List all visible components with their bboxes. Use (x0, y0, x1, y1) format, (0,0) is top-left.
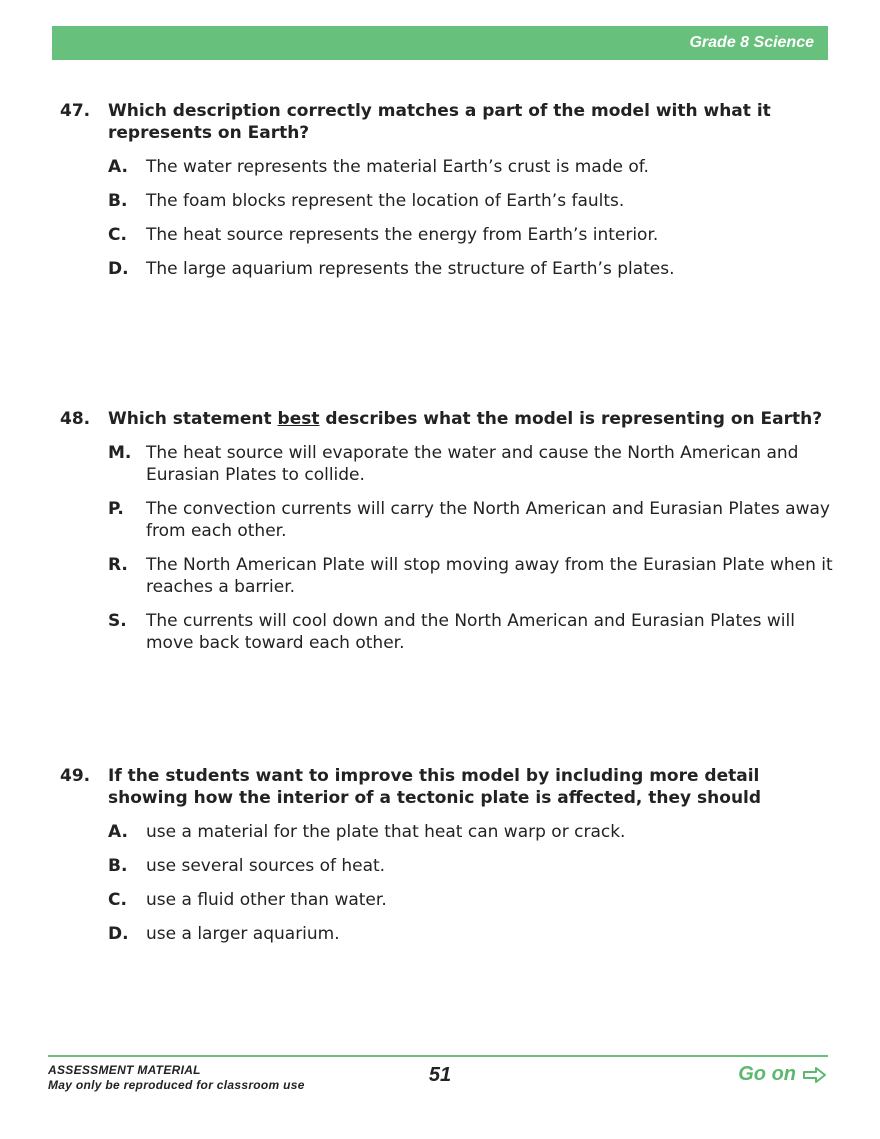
answer-option[interactable] (108, 156, 840, 178)
answer-option[interactable] (108, 258, 840, 280)
answer-options (108, 442, 840, 654)
footer-notice (48, 1063, 305, 1093)
option-text: The currents will cool down and the North American and Eurasian Plates will move back toward each other. (146, 611, 795, 653)
option-letter: D. (108, 924, 129, 944)
question-text: Which description correctly matches a part of the model with what it represents on Earth? (108, 101, 771, 143)
answer-option[interactable] (108, 190, 840, 212)
option-text: The heat source will evaporate the water and cause the North American and Eurasian Plates to collide. (146, 443, 799, 485)
header-bar (52, 26, 828, 60)
header-title: Grade 8 Science (689, 34, 814, 51)
option-letter: R. (108, 555, 128, 575)
question-text: If the students want to improve this model by including more detail showing how the interior of a tectonic plate is affected, they should (108, 766, 762, 808)
option-letter: B. (108, 191, 128, 211)
answer-option[interactable] (108, 224, 840, 246)
answer-option[interactable] (108, 821, 840, 843)
question-48 (60, 408, 840, 666)
stem-part: Which statement (108, 409, 278, 429)
answer-option[interactable] (108, 554, 840, 598)
option-letter: C. (108, 890, 127, 910)
answer-options (108, 821, 840, 945)
question-text (108, 408, 840, 430)
answer-option[interactable] (108, 855, 840, 877)
question-49 (60, 765, 840, 957)
answer-option[interactable] (108, 923, 840, 945)
question-stem (60, 408, 840, 430)
option-text: use a larger aquarium. (146, 924, 340, 944)
option-text: use a material for the plate that heat can warp or crack. (146, 822, 626, 842)
stem-part: describes what the model is representing on Earth? (319, 409, 823, 429)
question-47 (60, 100, 840, 292)
question-number: 48. (60, 409, 91, 429)
option-letter: A. (108, 157, 128, 177)
answer-option[interactable] (108, 610, 840, 654)
option-letter: A. (108, 822, 128, 842)
option-letter: C. (108, 225, 127, 245)
option-text: The convection currents will carry the North American and Eurasian Plates away from each other. (146, 499, 830, 541)
footer-line-1: ASSESSMENT MATERIAL (48, 1063, 201, 1077)
question-number: 49. (60, 766, 91, 786)
go-on-button[interactable] (738, 1063, 828, 1086)
answer-options (108, 156, 840, 280)
option-letter: P. (108, 499, 124, 519)
option-text: The water represents the material Earth’s crust is made of. (146, 157, 649, 177)
option-letter: D. (108, 259, 129, 279)
answer-option[interactable] (108, 889, 840, 911)
footer-divider (48, 1055, 828, 1057)
option-text: The North American Plate will stop moving away from the Eurasian Plate when it reaches a barrier. (146, 555, 833, 597)
right-arrow-outline-icon (802, 1066, 828, 1084)
page-number: 51 (428, 1064, 452, 1086)
option-text: use a fluid other than water. (146, 890, 387, 910)
option-letter: B. (108, 856, 128, 876)
stem-emphasis: best (277, 409, 320, 429)
option-text: use several sources of heat. (146, 856, 386, 876)
option-letter: S. (108, 611, 127, 631)
answer-option[interactable] (108, 498, 840, 542)
question-number: 47. (60, 101, 91, 121)
option-text: The heat source represents the energy from Earth’s interior. (146, 225, 659, 245)
go-on-label: Go on (738, 1063, 796, 1085)
question-stem (60, 100, 840, 144)
option-text: The foam blocks represent the location of Earth’s faults. (146, 191, 625, 211)
footer-line-2: May only be reproduced for classroom use (48, 1078, 305, 1092)
question-stem (60, 765, 840, 809)
option-letter: M. (108, 443, 132, 463)
answer-option[interactable] (108, 442, 840, 486)
option-text: The large aquarium represents the structure of Earth’s plates. (146, 259, 675, 279)
